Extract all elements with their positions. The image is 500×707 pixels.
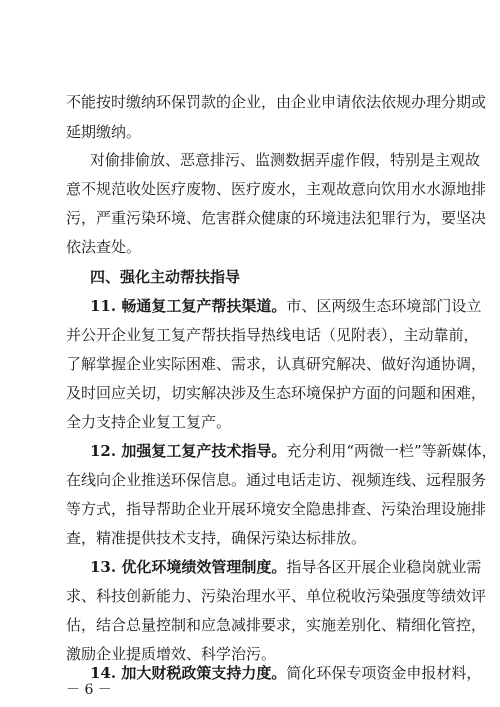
item-first-line xyxy=(90,557,482,577)
paragraph-line: 全力支持企业复工复产。 xyxy=(66,413,232,431)
paragraph-line: 了解掌握企业实际困难、需求，认真研究解决、做好沟通协调， xyxy=(66,355,487,373)
section-heading: 四、强化主动帮扶指导 xyxy=(90,268,241,286)
paragraph-line: 求、科技创新能力、污染治理水平、单位税收污染强度等绩效评 xyxy=(66,587,487,605)
item-text: 简化环保专项资金申报材料， xyxy=(286,664,482,682)
item-text: 指导各区开展企业稳岗就业需 xyxy=(286,558,482,576)
item-first-line xyxy=(90,296,482,316)
paragraph-line: 意不规范收处医疗废物、医疗废水，主观故意向饮用水水源地排 xyxy=(66,180,487,198)
item-title: 14. 加大财税政策支持力度。 xyxy=(90,664,287,682)
item-text: 充分利用“两微一栏”等新媒体， xyxy=(286,442,497,460)
paragraph-line: 依法查处。 xyxy=(66,238,142,256)
paragraph-line: 查，精准提供技术支持，确保污染达标排放。 xyxy=(66,529,367,547)
paragraph-line: 及时回应关切，切实解决涉及生态环境保护方面的问题和困难， xyxy=(66,384,487,402)
item-text: 市、区两级生态环境部门设立 xyxy=(286,297,482,315)
paragraph-line: 等方式，指导帮助企业开展环境安全隐患排查、污染治理设施排 xyxy=(66,500,487,518)
item-first-line xyxy=(90,441,497,461)
paragraph-line: 激励企业提质增效、科学治污。 xyxy=(66,645,277,663)
paragraph-line: 污，严重污染环境、危害群众健康的环境违法犯罪行为，要坚决 xyxy=(66,209,487,227)
paragraph-line: 不能按时缴纳环保罚款的企业，由企业申请依法依规办理分期或 xyxy=(66,93,487,111)
item-title: 13. 优化环境绩效管理制度。 xyxy=(90,558,287,576)
item-title: 11. 畅通复工复产帮扶渠道。 xyxy=(90,297,287,315)
paragraph-line: 并公开企业复工复产帮扶指导热线电话（见附表），主动靠前， xyxy=(66,326,479,344)
item-first-line xyxy=(90,663,482,683)
item-title: 12. 加强复工复产技术指导。 xyxy=(90,442,287,460)
paragraph-line: 延期缴纳。 xyxy=(66,123,142,141)
page-number: － 6 － xyxy=(66,682,112,698)
paragraph-line: 在线向企业推送环保信息。通过电话走访、视频连线、远程服务 xyxy=(66,471,487,489)
paragraph-line: 估，结合总量控制和应急减排要求，实施差别化、精细化管控， xyxy=(66,616,487,634)
paragraph-line: 对偷排偷放、恶意排污、监测数据弄虚作假，特别是主观故 xyxy=(90,151,481,169)
